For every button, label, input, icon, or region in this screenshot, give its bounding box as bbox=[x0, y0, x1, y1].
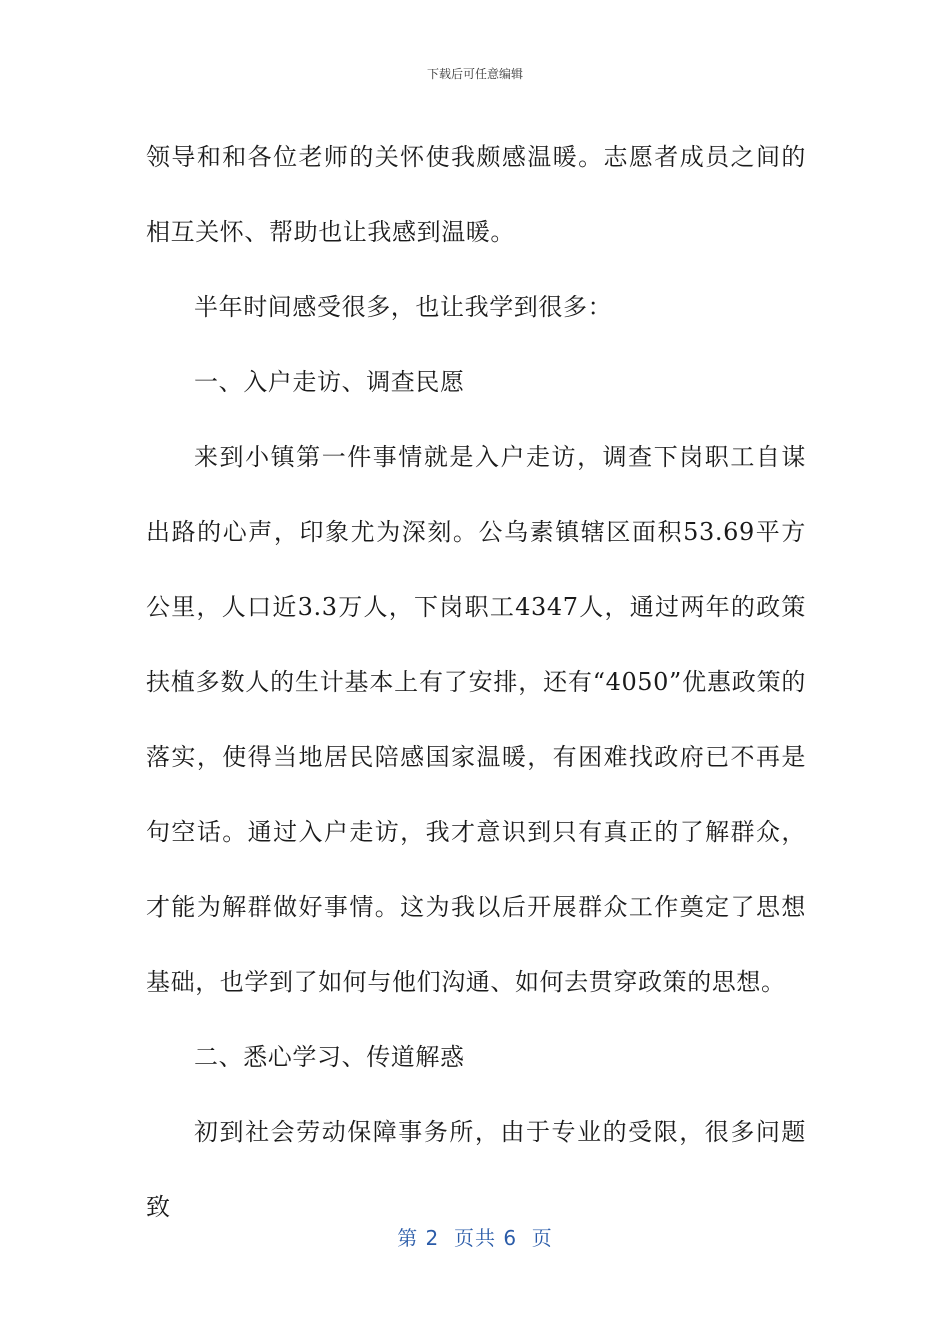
paragraph-section-2: 初到社会劳动保障事务所，由于专业的受限，很多问题致 bbox=[146, 1118, 806, 1221]
page-header-note: 下载后可任意编辑 bbox=[426, 67, 523, 81]
page-number-text: 第 2 页共 6 页 bbox=[397, 1226, 553, 1250]
paragraph-continuation: 领导和和各位老师的关怀使我颇感温暖。志愿者成员之间的相互关怀、帮助也让我感到温暖。 bbox=[146, 143, 806, 246]
document-body bbox=[146, 120, 806, 1245]
paragraph-section-1: 来到小镇第一件事情就是入户走访，调查下岗职工自谋出路的心声，印象尤为深刻。公乌素镇辖区面积53.69平方公里，人口近3.3万人，下岗职工4347人，通过两年的政策扶植多数人的生计基本上有了安排，还有“4050”优惠政策的落实，使得当地居民陪感国家温暖，有困难找政府已不再是句空话。通过入户走访，我才意识到只有真正的了解群众，才能为解群做好事情。这为我以后开展群众工作奠定了思想基础，也学到了如何与他们沟通、如何去贯穿政策的思想。 bbox=[146, 443, 806, 996]
section-heading-1: 一、入户走访、调查民愿 bbox=[194, 368, 465, 396]
page-number-footer bbox=[0, 1224, 950, 1252]
paragraph-intro: 半年时间感受很多，也让我学到很多： bbox=[194, 293, 613, 321]
section-heading-2: 二、悉心学习、传道解惑 bbox=[194, 1043, 465, 1071]
